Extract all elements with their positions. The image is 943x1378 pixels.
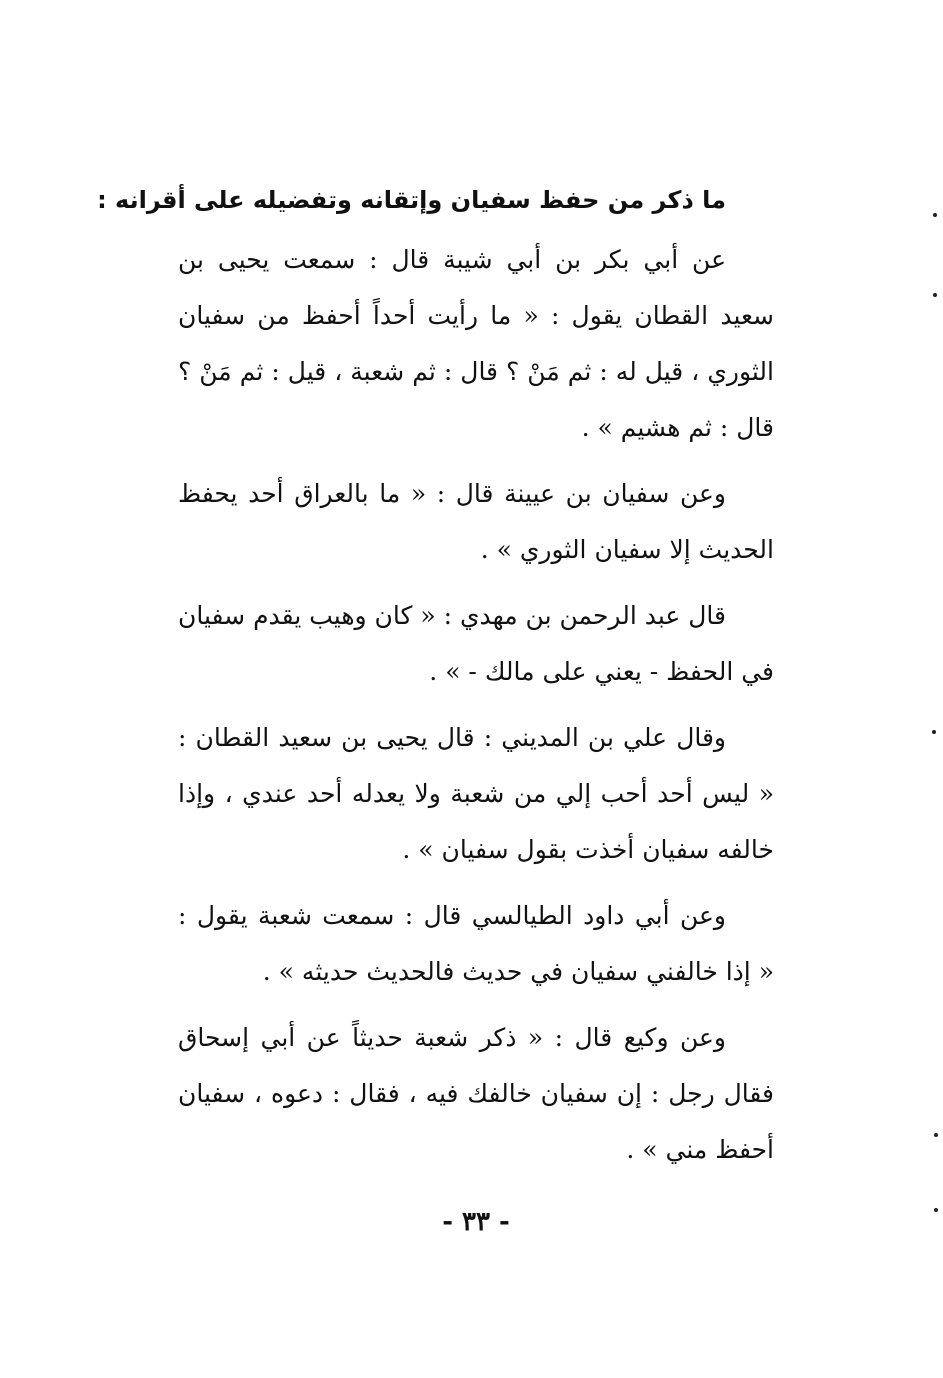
scan-speck [933,213,937,217]
scan-speck [934,1133,938,1137]
paragraph-2: وعن سفيان بن عيينة قال : « ما بالعراق أحد يحفظ الحديث إلا سفيان الثوري » . [178,479,774,564]
paragraph-5: وعن أبي داود الطيالسي قال : سمعت شعبة يقول : « إذا خالفني سفيان في حديث فالحديث حديثه » . [178,901,774,986]
scan-speck [932,730,936,734]
page-body [178,232,774,1178]
paragraph-1: عن أبي بكر بن أبي شيبة قال : سمعت يحيى بن سعيد القطان يقول : « ما رأيت أحداً أحفظ من سفيان الثوري ، قيل له : ثم مَنْ ؟ قال : ثم شعبة ، قيل : ثم مَنْ ؟ قال : ثم هشيم » . [178,245,774,442]
paragraph-4: وقال علي بن المديني : قال يحيى بن سعيد القطان : « ليس أحد أحب إلي من شعبة ولا يعدله أحد عندي ، وإذا خالفه سفيان أخذت بقول سفيان » . [178,723,774,864]
scan-speck [933,293,937,297]
page-number: - ٣٣ - [442,1207,510,1237]
section-heading: ما ذكر من حفظ سفيان وإتقانه وتفضيله على أقرانه : [97,186,726,214]
paragraph-6: وعن وكيع قال : « ذكر شعبة حديثاً عن أبي إسحاق فقال رجل : إن سفيان خالفك فيه ، فقال : دعوه ، سفيان أحفظ مني » . [178,1023,774,1164]
paragraph-3: قال عبد الرحمن بن مهدي : « كان وهيب يقدم سفيان في الحفظ - يعني على مالك - » . [178,601,774,686]
scan-speck [934,1208,938,1212]
